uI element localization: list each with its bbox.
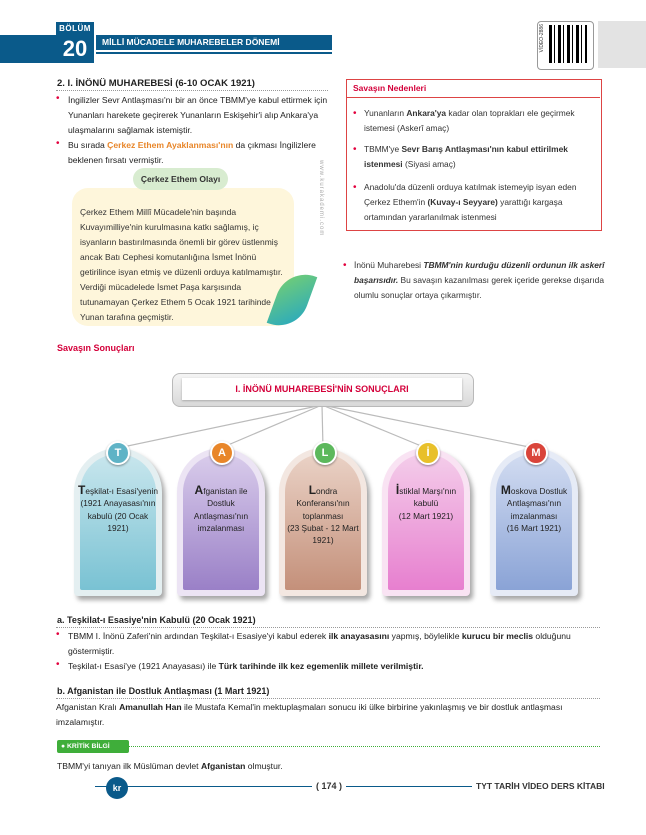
subsection-title-b: b. Afganistan ile Dostluk Antlaşması (1 Mart 1921) (57, 686, 270, 696)
critical-info-tag: ● KRİTİK BİLGİ (57, 740, 129, 753)
diagram-title: I. İNÖNÜ MUHAREBESİ'NİN SONUÇLARI (182, 378, 462, 400)
letter-badge-l: L (313, 441, 337, 465)
connector-line (221, 405, 322, 448)
letter-badge-m: M (524, 441, 548, 465)
connector-line (322, 405, 426, 448)
bullet-item (56, 659, 608, 674)
bullet-text: İngilizler Sevr Antlaşması'nı bir an önce TBMM'ye kabul ettirmek için Yunanları harekete geçirerek Yunanların Eskişehir'i alıp Ankara'ya ulaşmalarını sağlamak istemiştir. (68, 95, 328, 135)
publisher-logo: kr (106, 777, 128, 799)
bullet-icon: • (353, 182, 357, 193)
bullet-icon: • (56, 629, 60, 640)
inonu-note: • İnönü Muharebesi TBMM'nin kurduğu düzenli ordunun ilk askerî başarısıdır. Bu savaşın kazanılması gerek içeride gerekse dışarıda olumlu sonuçlar ortaya çıkarmıştır. (343, 260, 605, 300)
causes-title: Savaşın Nedenleri (346, 79, 600, 98)
result-card-text: Londra Konferansı'nın toplanması (23 Şubat - 12 Mart 1921) (287, 483, 359, 546)
chapter-number: 20 (56, 35, 94, 63)
info-box-title: Çerkez Ethem Olayı (133, 168, 228, 190)
cause-item: • TBMM'ye Sevr Barış Antlaşması'nın kabul ettirilmek istenmesi (Siyasi amaç) (353, 144, 568, 169)
bullet-item (56, 629, 608, 659)
subsection-title-a: a. Teşkilat-ı Esasiye'nin Kabulü (20 Ocak 1921) (57, 615, 256, 625)
bullet-icon: • (353, 108, 357, 119)
result-card-t (74, 448, 162, 596)
qr-code-label: VİDEO-2886 (539, 24, 545, 53)
watermark: www.kurakademi.com (318, 160, 324, 237)
result-card-m (490, 448, 578, 596)
book-title: TYT TARİH VİDEO DERS KİTABI (472, 781, 609, 791)
results-title: Savaşın Sonuçları (57, 343, 135, 353)
result-card-text: İstiklal Marşı'nın kabulü (12 Mart 1921) (395, 483, 457, 521)
cause-item: • Anadolu'da düzenli orduya katılmak istemeyip isyan eden Çerkez Ethem'in (Kuvay-ı Seyyare) yarattığı kargaşa ortamından yararlanılmak istenmesi (353, 182, 577, 222)
letter-badge-t: T (106, 441, 130, 465)
section-title: 2. I. İNÖNÜ MUHAREBESİ (6-10 OCAK 1921) (57, 78, 255, 89)
result-card-a (177, 448, 265, 596)
bullet-icon: • (56, 138, 60, 149)
bullet-text: Teşkilat-ı Esasi'ye (1921 Anayasası) ile Türk tarihinde ilk kez egemenlik millete verilmiştir. (68, 661, 424, 671)
bullet-text: TBMM I. İnönü Zaferi'nin ardından Teşkilat-ı Esasiye'yi kabul ederek ilk anayasasını yapmış, böylelikle kurucu bir meclis olduğunu göstermiştir. (68, 631, 571, 656)
bullet-icon: • (343, 260, 347, 271)
letter-badge-a: A (210, 441, 234, 465)
page-number: ( 174 ) (312, 781, 346, 791)
result-card-l (279, 448, 367, 596)
section-divider (56, 698, 600, 699)
critical-info-text: TBMM'yi tanıyan ilk Müslüman devlet Afganistan olmuştur. (57, 761, 283, 771)
chapter-label: BÖLÜM (56, 22, 94, 35)
bullet-icon: • (56, 659, 60, 670)
bullet-icon: • (353, 144, 357, 155)
bullet-text: Bu sırada Çerkez Ethem Ayaklanması'nın da çıkması İngilizlere beklenen fırsatı vermiştir. (68, 140, 316, 165)
critical-info-divider (126, 746, 600, 747)
subsection-text: Afganistan Kralı Amanullah Han ile Mustafa Kemal'in mektuplaşmaları sonucu iki ülke birbirine yakınlaşmış ve bir dostluk antlaşması imzalamıştır. (56, 702, 563, 727)
cause-item: • Yunanların Ankara'ya kadar olan toprakları ele geçirmek istemesi (Askerî amaç) (353, 108, 575, 133)
result-card-text: Teşkilat-ı Esasi'yenin (1921 Anayasası'nın kabulü (20 Ocak 1921) (78, 483, 158, 533)
letter-badge-i: İ (416, 441, 440, 465)
section-divider (56, 627, 600, 628)
result-card-i (382, 448, 470, 596)
chapter-title: MİLLİ MÜCADELE MUHAREBELER DÖNEMİ (96, 35, 332, 50)
info-box-text: Çerkez Ethem Millî Mücadele'nin başında Kuvayımilliye'nin kurulmasına katkı sağlamış, iç isyanların bastırılmasında önemli bir görev üstlenmiş ancak Batı Cephesi komutanlığına İsmet İnönü getirilince isyan etmiş ve düzenli orduya katılmamıştır. Verdiği mücadelede İsmet Paşa karşısında tutunamayan Çerkez Ethem 5 Ocak 1921 tarihinde Yunan tarafına geçmiştir. (80, 207, 283, 322)
result-card-text: Afganistan ile Dostluk Antlaşması'nın imzalanması (193, 483, 249, 533)
result-card-text: Moskova Dostluk Antlaşması'nın imzalanması (16 Mart 1921) (500, 483, 568, 533)
bullet-icon: • (56, 93, 60, 104)
